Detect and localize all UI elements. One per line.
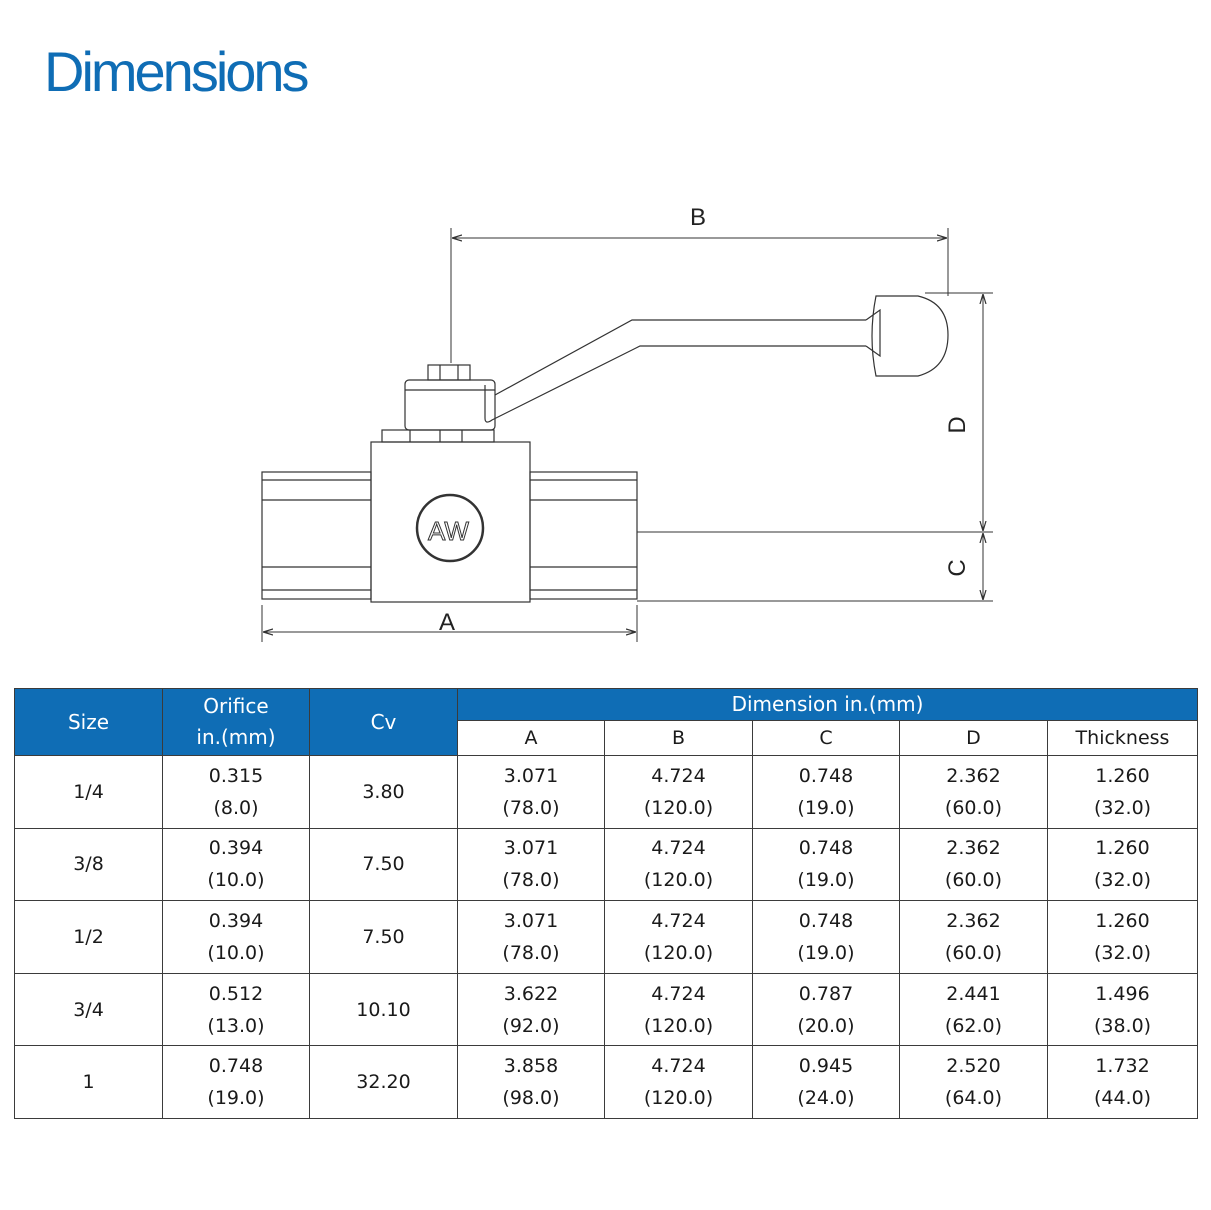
cell-d (900, 901, 1048, 974)
cell-thickness-in: 1.260 (1095, 909, 1150, 932)
cell-a-in: 3.622 (503, 982, 559, 1005)
cell-b-in: 4.724 (651, 764, 706, 787)
cell-d-mm: (60.0) (944, 869, 1003, 892)
cell-a-mm: (92.0) (502, 1014, 560, 1037)
cell-orifice-mm: (10.0) (207, 941, 265, 964)
cell-orifice-in: 0.394 (208, 837, 264, 860)
cell-c-mm: (20.0) (797, 1014, 855, 1037)
cell-c (753, 1046, 900, 1119)
cell-b (605, 973, 753, 1046)
cell-orifice (163, 828, 310, 901)
cell-orifice (163, 756, 310, 829)
cell-c-mm: (19.0) (797, 796, 855, 819)
cell-b-mm: (120.0) (643, 796, 714, 819)
dimension-label-a: A (438, 609, 456, 636)
header-b: B (605, 721, 753, 756)
cell-b-in: 4.724 (651, 837, 706, 860)
header-orifice-line1: Orifice (203, 694, 269, 718)
cell-a-in: 3.858 (503, 1055, 559, 1078)
cell-b-mm: (120.0) (643, 941, 714, 964)
cell-c (753, 828, 900, 901)
header-a: A (458, 721, 605, 756)
valve-handle (485, 296, 948, 422)
header-c: C (753, 721, 900, 756)
cell-c-in: 0.748 (798, 909, 854, 932)
cell-d (900, 828, 1048, 901)
cell-thickness-mm: (38.0) (1093, 1014, 1152, 1037)
cell-a (458, 1046, 605, 1119)
table-row (15, 901, 1198, 974)
cell-a-in: 3.071 (503, 837, 559, 860)
cell-thickness-mm: (32.0) (1093, 941, 1152, 964)
cell-a-mm: (78.0) (502, 796, 560, 819)
aw-logo-text: AW (428, 516, 469, 546)
dimension-label-b: B (689, 204, 707, 231)
cell-thickness-in: 1.496 (1095, 982, 1150, 1005)
valve-stem (382, 365, 495, 442)
cell-thickness (1048, 756, 1198, 829)
cell-thickness (1048, 828, 1198, 901)
cell-c (753, 756, 900, 829)
header-orifice-line2: in.(mm) (196, 725, 276, 749)
header-dimension-group: Dimension in.(mm) (458, 689, 1198, 721)
valve-dimension-drawing (0, 190, 1211, 650)
cell-c-mm: (19.0) (797, 869, 855, 892)
cell-c (753, 901, 900, 974)
cell-c-in: 0.748 (798, 764, 854, 787)
cell-a (458, 901, 605, 974)
cell-thickness (1048, 1046, 1198, 1119)
cell-thickness-mm: (32.0) (1093, 869, 1152, 892)
cell-thickness-in: 1.260 (1095, 764, 1150, 787)
cell-d-in: 2.441 (946, 982, 1001, 1005)
cell-a (458, 828, 605, 901)
header-size: Size (15, 689, 163, 756)
cell-orifice-in: 0.512 (208, 982, 264, 1005)
cell-orifice-in: 0.315 (208, 764, 264, 787)
cell-orifice-mm: (8.0) (213, 796, 259, 819)
table-row (15, 828, 1198, 901)
cell-b (605, 756, 753, 829)
cell-c-in: 0.787 (798, 982, 854, 1005)
header-cv: Cv (310, 689, 458, 756)
cell-c-in: 0.748 (798, 837, 854, 860)
cell-a (458, 756, 605, 829)
cell-thickness-in: 1.260 (1095, 837, 1150, 860)
cell-size: 1 (15, 1046, 163, 1119)
cell-d-in: 2.362 (946, 837, 1001, 860)
cell-orifice (163, 1046, 310, 1119)
valve-right-port (530, 472, 637, 599)
cell-b-mm: (120.0) (643, 1014, 714, 1037)
cell-b (605, 1046, 753, 1119)
cell-d-mm: (64.0) (944, 1087, 1003, 1110)
cell-c-in: 0.945 (798, 1055, 854, 1078)
cell-d-mm: (60.0) (944, 941, 1003, 964)
cell-cv: 3.80 (310, 756, 458, 829)
cell-a-mm: (78.0) (502, 941, 560, 964)
dimension-label-c: C (944, 559, 971, 577)
cell-d (900, 1046, 1048, 1119)
cell-cv: 7.50 (310, 901, 458, 974)
cell-a-mm: (78.0) (502, 869, 560, 892)
cell-b (605, 901, 753, 974)
cell-thickness-mm: (44.0) (1093, 1087, 1152, 1110)
cell-d-in: 2.362 (946, 909, 1001, 932)
cell-a-mm: (98.0) (502, 1087, 560, 1110)
page-title: Dimensions (44, 40, 307, 103)
cell-size: 3/8 (15, 828, 163, 901)
cell-b-in: 4.724 (651, 982, 706, 1005)
cell-b-in: 4.724 (651, 909, 706, 932)
cell-cv: 10.10 (310, 973, 458, 1046)
cell-c-mm: (19.0) (797, 941, 855, 964)
valve-left-port (262, 472, 371, 599)
cell-d-mm: (60.0) (944, 796, 1003, 819)
cell-orifice-in: 0.748 (208, 1055, 264, 1078)
cell-d-in: 2.362 (946, 764, 1001, 787)
cell-c (753, 973, 900, 1046)
cell-d-in: 2.520 (946, 1055, 1001, 1078)
cell-orifice-in: 0.394 (208, 909, 264, 932)
table-row (15, 756, 1198, 829)
cell-a-in: 3.071 (503, 909, 559, 932)
cell-orifice-mm: (10.0) (207, 869, 265, 892)
cell-orifice (163, 901, 310, 974)
cell-orifice-mm: (13.0) (207, 1014, 265, 1037)
cell-cv: 7.50 (310, 828, 458, 901)
cell-thickness (1048, 973, 1198, 1046)
header-thickness: Thickness (1048, 721, 1198, 756)
cell-d (900, 756, 1048, 829)
dimension-label-d: D (944, 416, 971, 434)
cell-thickness-in: 1.732 (1095, 1055, 1150, 1078)
cell-size: 3/4 (15, 973, 163, 1046)
cell-b (605, 828, 753, 901)
cell-b-mm: (120.0) (643, 869, 714, 892)
cell-a (458, 973, 605, 1046)
cell-thickness (1048, 901, 1198, 974)
cell-cv: 32.20 (310, 1046, 458, 1119)
dimensions-table (14, 688, 1198, 1119)
cell-a-in: 3.071 (503, 764, 559, 787)
header-orifice (163, 689, 310, 756)
cell-b-mm: (120.0) (643, 1087, 714, 1110)
cell-orifice (163, 973, 310, 1046)
table-row (15, 973, 1198, 1046)
cell-d-mm: (62.0) (944, 1014, 1003, 1037)
header-d: D (900, 721, 1048, 756)
table-row (15, 1046, 1198, 1119)
cell-size: 1/4 (15, 756, 163, 829)
cell-b-in: 4.724 (651, 1055, 706, 1078)
cell-d (900, 973, 1048, 1046)
cell-size: 1/2 (15, 901, 163, 974)
cell-orifice-mm: (19.0) (207, 1087, 265, 1110)
cell-thickness-mm: (32.0) (1093, 796, 1152, 819)
cell-c-mm: (24.0) (797, 1087, 855, 1110)
